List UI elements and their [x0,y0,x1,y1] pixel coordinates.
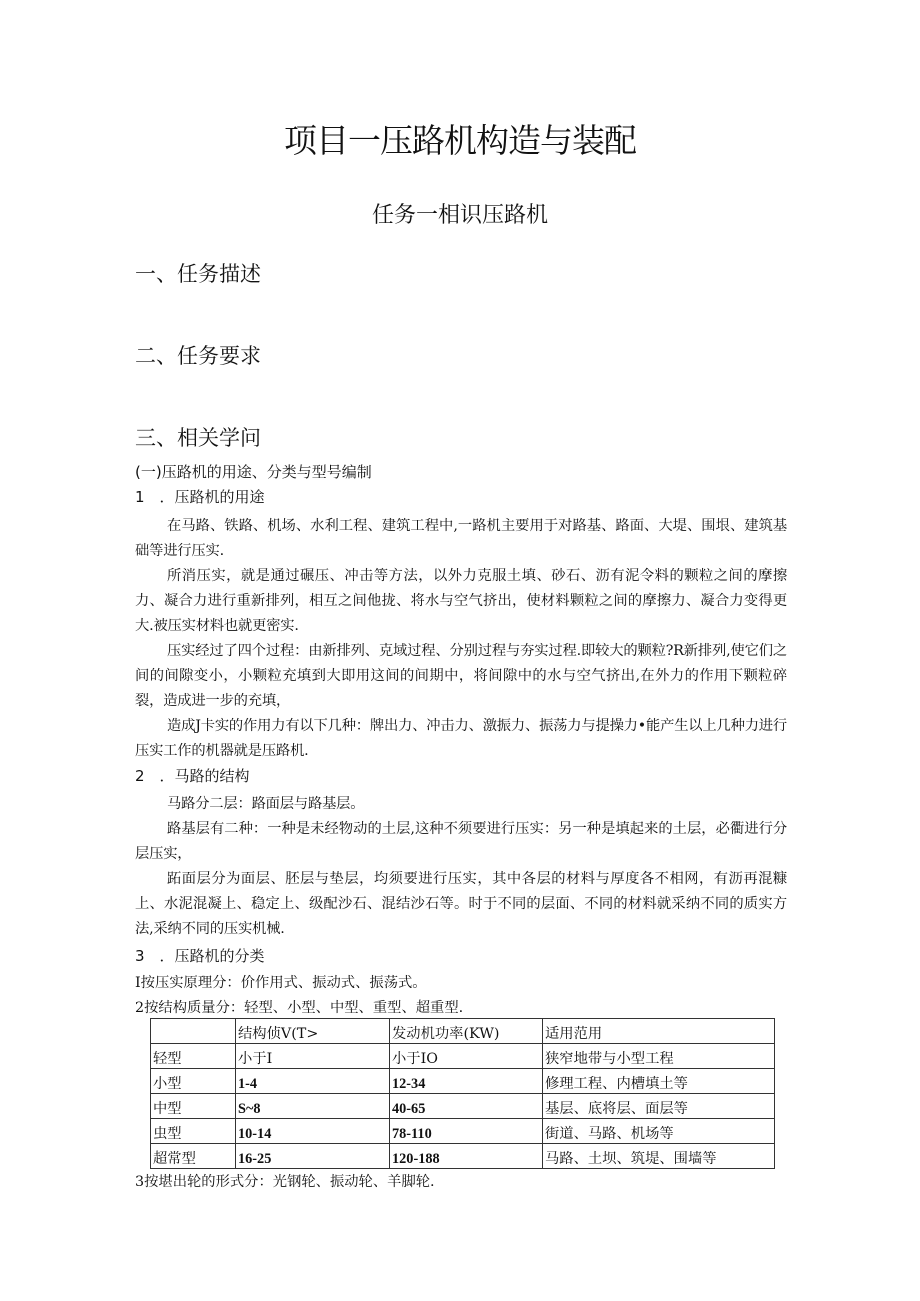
paragraph: 路基层有二种：一种是未经物动的土层,这种不须要进行压实：另一种是填起来的土层，必衢进行分层压实， [135,821,787,862]
table-cell [151,1019,236,1044]
subsection-heading: 1 ．压路机的用途 [135,488,265,506]
table-cell: 小型 [151,1069,236,1094]
paragraph: 造成J卡实的作用力有以下几种：牌出力、冲击力、激振力、振荡力与提操力•能产生以上几种力进行压实工作的机器就是压路机. [135,718,787,759]
table-cell: 虫型 [151,1119,236,1144]
table-row [151,1044,775,1069]
table-cell: 基层、底将层、面层等 [543,1094,775,1119]
table-cell: 修理工程、内槽填土等 [543,1069,775,1094]
table-cell: S~8 [236,1094,390,1119]
table-cell: 78-110 [390,1119,543,1144]
table-cell: 小于I [236,1044,390,1069]
table-cell: 1-4 [236,1069,390,1094]
table-cell: 120-188 [390,1144,543,1169]
section-heading: 三、相关学问 [135,426,261,450]
table-cell: 40-65 [390,1094,543,1119]
roller-classification-table [150,1018,775,1169]
subsection-heading: (一)压路机的用途、分类与型号编制 [135,463,372,481]
list-line: I按压实原理分：价作用式、振动式、振荡式。 [135,975,427,991]
table-cell: 马路、土坝、筑堤、围墙等 [543,1144,775,1169]
paragraph: 压实经过了四个过程：由新排列、克域过程、分别过程与夯实过程.即较大的颗粒?R新排列,使它们之间的间隙变小，小颗粒充填到大即用这间的间期中，将间隙中的水与空气挤出,在外力的作用下颗粒碎裂，造成进一步的充填， [135,643,787,709]
table-cell: 12-34 [390,1069,543,1094]
paragraph: 所消压实，就是通过碾压、冲击等方法，以外力克服土填、砂石、沥有泥令料的颗粒之间的摩擦力、凝合力进行重新排列，相互之间他拢、将水与空气挤出，使材料颗粒之间的摩擦力、凝合力变得更大.被压实材料也就更密实. [135,568,787,634]
subsection-heading: 2 ．马路的结构 [135,767,250,785]
table-cell: 街道、马路、机场等 [543,1119,775,1144]
table-row [151,1119,775,1144]
table-cell: 超常型 [151,1144,236,1169]
table-cell: 16-25 [236,1144,390,1169]
table-cell: 适用范用 [543,1019,775,1044]
table-row [151,1069,775,1094]
table-cell: 小于IO [390,1044,543,1069]
table-cell: 轻型 [151,1044,236,1069]
table-cell: 中型 [151,1094,236,1119]
paragraph: 跖面层分为面层、胚层与垫层，均须要进行压实，其中各层的材料与厚度各不相网，有沥再混糠上、水泥混凝上、稳定上、级配沙石、混结沙石等。时于不同的层面、不同的材料就采纳不同的质实方法,采纳不同的压实机械. [135,871,787,937]
section-heading: 一、任务描述 [135,262,261,286]
list-line: 2按结构质量分：轻型、小型、中型、重型、超重型. [135,1000,464,1016]
subsection-heading: 3 ．压路机的分类 [135,947,265,965]
table-header-row [151,1019,775,1044]
list-line: 3按堪出轮的形式分：光钢轮、振动轮、羊脚轮. [135,1174,435,1190]
section-heading: 二、任务要求 [135,344,261,368]
table-cell: 10-14 [236,1119,390,1144]
table-cell: 结构侦V(T> [236,1019,390,1044]
table-row [151,1144,775,1169]
table-cell: 发动机功率(KW) [390,1019,543,1044]
doc-title: 项目一压路机构造与装配 [284,121,636,160]
paragraph: 在马路、铁路、机场、水利工程、建筑工程中,一路机主要用于对路基、路面、大堤、围垠、建筑基础等进行压实. [135,518,787,559]
paragraph: 马路分二层：路面层与路基层。 [167,796,365,812]
table-cell: 狭窄地带与小型工程 [543,1044,775,1069]
doc-subtitle: 任务一相识压路机 [371,203,548,228]
table-row [151,1094,775,1119]
